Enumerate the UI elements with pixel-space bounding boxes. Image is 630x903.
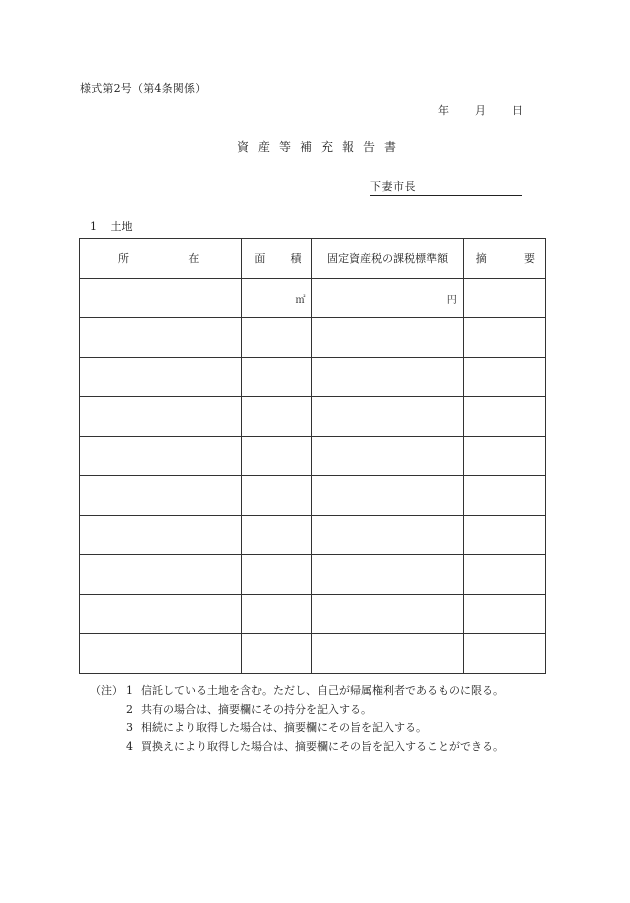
note-text: 買換えにより取得した場合は、摘要欄にその旨を記入することができる。 xyxy=(141,739,504,753)
notes-section xyxy=(90,682,504,756)
note-text: 信託している土地を含む。ただし、自己が帰属権利者であるものに限る。 xyxy=(141,684,504,697)
header-location xyxy=(80,239,242,279)
table-row xyxy=(80,318,546,358)
notes-label: （注） xyxy=(90,684,123,697)
location-cell[interactable] xyxy=(80,555,242,595)
value-cell[interactable] xyxy=(312,436,463,476)
location-cell[interactable] xyxy=(80,476,242,516)
remarks-cell[interactable] xyxy=(463,278,545,318)
table-row xyxy=(80,476,546,516)
header-area-char-1: 面 xyxy=(254,252,266,266)
remarks-cell[interactable] xyxy=(463,318,545,358)
location-cell[interactable] xyxy=(80,515,242,555)
note-number: 1 xyxy=(126,684,133,697)
date-month-label: 月 xyxy=(475,104,486,117)
area-cell[interactable] xyxy=(242,278,312,318)
remarks-cell[interactable] xyxy=(463,634,545,674)
header-location-char-1: 所 xyxy=(118,252,129,266)
value-cell[interactable] xyxy=(312,357,463,397)
value-cell[interactable] xyxy=(312,278,463,318)
table-row xyxy=(80,594,546,634)
note-text: 共有の場合は、摘要欄にその持分を記入する。 xyxy=(141,702,372,716)
area-cell[interactable] xyxy=(242,318,312,358)
location-cell[interactable] xyxy=(80,634,242,674)
location-cell[interactable] xyxy=(80,278,242,318)
area-cell[interactable] xyxy=(242,594,312,634)
area-cell[interactable] xyxy=(242,555,312,595)
header-remarks xyxy=(463,239,545,279)
table-row xyxy=(80,278,546,318)
location-cell[interactable] xyxy=(80,397,242,437)
note-text: 相続により取得した場合は、摘要欄にその旨を記入する。 xyxy=(141,721,427,734)
date-line xyxy=(438,102,523,118)
remarks-cell[interactable] xyxy=(463,397,545,437)
area-cell[interactable] xyxy=(242,357,312,397)
value-cell[interactable] xyxy=(312,594,463,634)
area-cell[interactable] xyxy=(242,515,312,555)
table-header-row xyxy=(80,239,546,279)
value-cell[interactable] xyxy=(312,318,463,358)
location-cell[interactable] xyxy=(80,594,242,634)
area-cell[interactable] xyxy=(242,397,312,437)
note-number: 4 xyxy=(126,739,133,753)
note-number: 3 xyxy=(126,721,133,734)
location-cell[interactable] xyxy=(80,436,242,476)
addressee-line: 下妻市長 xyxy=(370,178,522,196)
remarks-cell[interactable] xyxy=(463,476,545,516)
value-cell[interactable] xyxy=(312,555,463,595)
document-title: 資産等補充報告書 xyxy=(236,140,405,154)
date-day-label: 日 xyxy=(512,104,523,117)
remarks-cell[interactable] xyxy=(463,357,545,397)
remarks-cell[interactable] xyxy=(463,515,545,555)
header-assessed-value: 固定資産税の課税標準額 xyxy=(312,239,463,279)
table-row xyxy=(80,515,546,555)
header-area-char-2: 積 xyxy=(290,252,302,266)
note-item xyxy=(90,738,504,757)
location-cell[interactable] xyxy=(80,318,242,358)
header-remarks-char-2: 要 xyxy=(524,252,535,266)
area-cell[interactable] xyxy=(242,436,312,476)
note-item xyxy=(90,701,504,720)
form-number: 様式第2号（第4条関係） xyxy=(80,82,207,95)
note-item xyxy=(90,682,504,701)
table-row xyxy=(80,436,546,476)
note-number: 2 xyxy=(126,702,133,716)
remarks-cell[interactable] xyxy=(463,594,545,634)
value-cell[interactable] xyxy=(312,397,463,437)
header-area xyxy=(242,239,312,279)
area-cell[interactable] xyxy=(242,634,312,674)
location-cell[interactable] xyxy=(80,357,242,397)
value-unit: 円 xyxy=(446,294,457,306)
header-location-char-2: 在 xyxy=(188,252,200,266)
value-cell[interactable] xyxy=(312,634,463,674)
area-unit: ㎡ xyxy=(295,294,306,306)
value-cell[interactable] xyxy=(312,515,463,555)
remarks-cell[interactable] xyxy=(463,555,545,595)
table-row xyxy=(80,397,546,437)
table-row xyxy=(80,634,546,674)
area-cell[interactable] xyxy=(242,476,312,516)
table-body xyxy=(80,278,546,673)
land-table xyxy=(79,238,546,674)
section-label: 土地 xyxy=(110,220,133,233)
table-row xyxy=(80,357,546,397)
note-item xyxy=(90,719,504,738)
value-cell[interactable] xyxy=(312,476,463,516)
header-remarks-char-1: 摘 xyxy=(475,252,487,266)
section-heading xyxy=(90,218,133,234)
section-number: 1 xyxy=(90,220,97,233)
date-year-label: 年 xyxy=(438,104,449,117)
remarks-cell[interactable] xyxy=(463,436,545,476)
table-row xyxy=(80,555,546,595)
